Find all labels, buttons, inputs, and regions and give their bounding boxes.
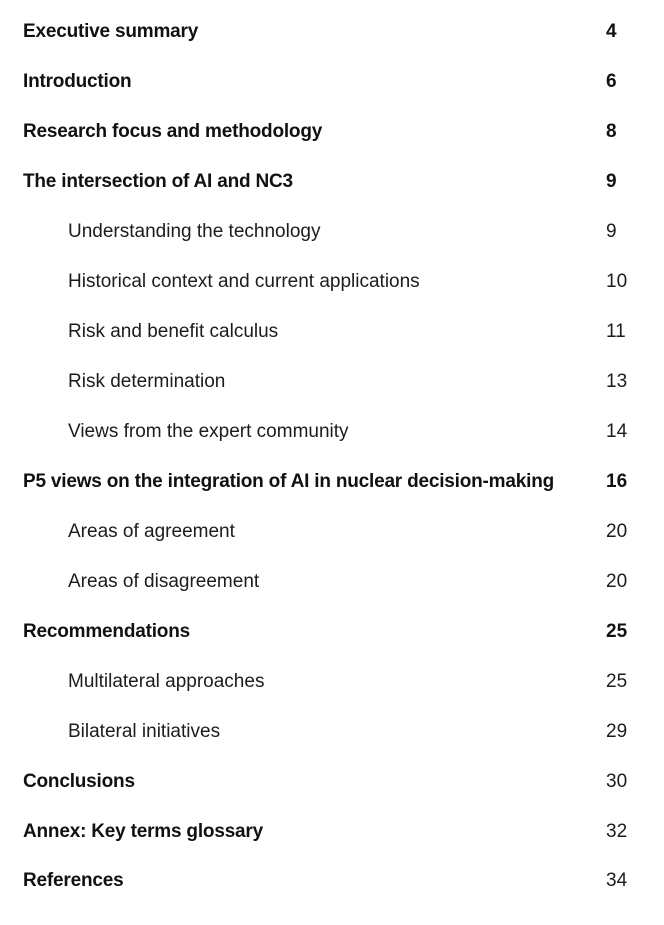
- toc-entry-title: Executive summary: [23, 21, 199, 42]
- toc-entry-p5-views[interactable]: [0, 468, 664, 496]
- toc-entry-areas-disagreement[interactable]: [0, 568, 664, 596]
- toc-entry-understanding-technology[interactable]: [0, 218, 664, 246]
- toc-entry-expert-community-views[interactable]: [0, 418, 664, 446]
- toc-entry-page: 14: [606, 421, 628, 442]
- toc-entry-page: 20: [606, 521, 628, 542]
- toc-entry-page: 29: [606, 721, 628, 742]
- toc-entry-title: Research focus and methodology: [23, 121, 323, 142]
- toc-entry-page: 32: [606, 821, 628, 842]
- toc-entry-page: 34: [606, 870, 628, 891]
- toc-entry-title: P5 views on the integration of AI in nuclear decision-making: [23, 471, 555, 492]
- toc-entry-references[interactable]: [0, 867, 664, 895]
- toc-entry-page: 8: [606, 121, 617, 142]
- toc-entry-title: Risk determination: [68, 371, 226, 392]
- toc-entry-title: Understanding the technology: [68, 221, 321, 242]
- toc-entry-page: 25: [606, 621, 628, 642]
- toc-entry-title: References: [23, 870, 124, 891]
- toc-entry-page: 10: [606, 271, 628, 292]
- toc-entry-page: 9: [606, 221, 617, 242]
- toc-entry-page: 13: [606, 371, 628, 392]
- toc-entry-risk-determination[interactable]: [0, 368, 664, 396]
- toc-entry-page: 16: [606, 471, 628, 492]
- toc-entry-title: Views from the expert community: [68, 421, 349, 442]
- toc-entry-recommendations[interactable]: [0, 618, 664, 646]
- toc-entry-title: Bilateral initiatives: [68, 721, 221, 742]
- toc-entry-title: Recommendations: [23, 621, 190, 642]
- toc-entry-title: Historical context and current applications: [68, 271, 420, 292]
- toc-entry-multilateral-approaches[interactable]: [0, 668, 664, 696]
- toc-entry-title: Areas of agreement: [68, 521, 235, 542]
- toc-entry-page: 6: [606, 71, 617, 92]
- toc-entry-page: 4: [606, 21, 617, 42]
- toc-entry-title: Annex: Key terms glossary: [23, 821, 263, 842]
- toc-entry-bilateral-initiatives[interactable]: [0, 718, 664, 746]
- toc-entry-executive-summary[interactable]: [0, 18, 664, 46]
- toc-entry-title: Risk and benefit calculus: [68, 321, 279, 342]
- toc-entry-title: Introduction: [23, 71, 132, 92]
- toc-entry-research-focus[interactable]: [0, 118, 664, 146]
- toc-entry-title: Multilateral approaches: [68, 671, 265, 692]
- toc-entry-title: Conclusions: [23, 771, 135, 792]
- toc-entry-risk-benefit-calculus[interactable]: [0, 318, 664, 346]
- toc-entry-title: The intersection of AI and NC3: [23, 171, 293, 192]
- toc-entry-intersection-ai-nc3[interactable]: [0, 168, 664, 196]
- toc-entry-page: 11: [606, 321, 626, 342]
- toc-entry-areas-agreement[interactable]: [0, 518, 664, 546]
- toc-entry-page: 25: [606, 671, 628, 692]
- toc-entry-annex-glossary[interactable]: [0, 818, 664, 846]
- toc-entry-conclusions[interactable]: [0, 768, 664, 796]
- toc-entry-title: Areas of disagreement: [68, 571, 260, 592]
- toc-entry-page: 9: [606, 171, 617, 192]
- toc-entry-page: 20: [606, 571, 628, 592]
- toc-entry-page: 30: [606, 771, 628, 792]
- toc-entry-historical-context[interactable]: [0, 268, 664, 296]
- toc-entry-introduction[interactable]: [0, 68, 664, 96]
